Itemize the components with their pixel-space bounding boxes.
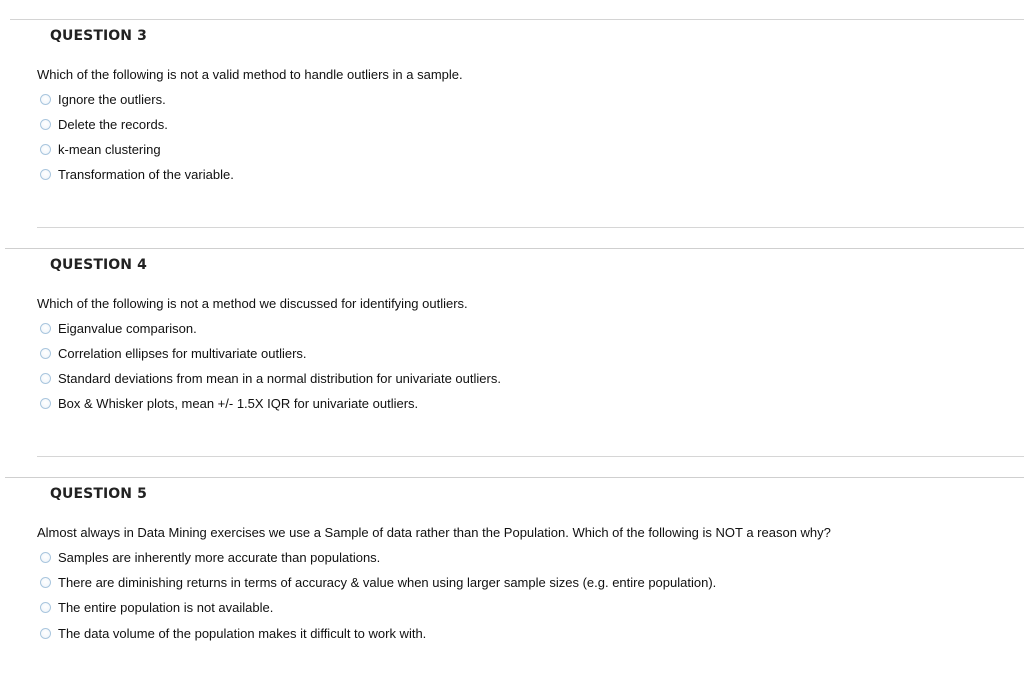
answer-option[interactable] [40,574,716,590]
option-label: Transformation of the variable. [58,166,234,182]
question-text: Which of the following is not a valid method to handle outliers in a sample. [37,67,463,82]
option-label: Delete the records. [58,116,168,132]
question-text: Almost always in Data Mining exercises we use a Sample of data rather than the Population. Which of the following is NOT a reason why? [37,525,831,540]
radio-button[interactable] [40,373,51,384]
option-label: Standard deviations from mean in a normal distribution for univariate outliers. [58,370,501,386]
question-title: QUESTION 4 [50,257,147,273]
answer-option[interactable] [40,549,380,565]
radio-button[interactable] [40,628,51,639]
option-label: The entire population is not available. [58,599,274,615]
option-label: Samples are inherently more accurate than populations. [58,549,381,565]
answer-option[interactable] [40,320,197,336]
radio-button[interactable] [40,323,51,334]
answer-option[interactable] [40,141,161,157]
radio-button[interactable] [40,119,51,130]
answer-option[interactable] [40,116,168,132]
section-divider [5,477,1024,478]
option-label: Ignore the outliers. [58,91,166,107]
section-divider [5,248,1024,249]
option-label: k-mean clustering [58,141,161,157]
question-title: QUESTION 5 [50,486,147,502]
option-label: Eiganvalue comparison. [58,320,197,336]
radio-button[interactable] [40,144,51,155]
radio-button[interactable] [40,552,51,563]
answer-option[interactable] [40,599,273,615]
question-divider [37,227,1024,228]
question-divider [37,456,1024,457]
radio-button[interactable] [40,577,51,588]
option-label: The data volume of the population makes it difficult to work with. [58,625,427,641]
question-text: Which of the following is not a method we discussed for identifying outliers. [37,296,468,311]
radio-button[interactable] [40,169,51,180]
radio-button[interactable] [40,602,51,613]
answer-option[interactable] [40,345,307,361]
radio-button[interactable] [40,94,51,105]
option-label: There are diminishing returns in terms of accuracy & value when using larger sample sizes (e.g. entire population). [58,574,717,590]
answer-option[interactable] [40,395,418,411]
top-divider [10,19,1024,20]
option-label: Correlation ellipses for multivariate outliers. [58,345,307,361]
answer-option[interactable] [40,166,234,182]
radio-button[interactable] [40,348,51,359]
question-title: QUESTION 3 [50,28,147,44]
radio-button[interactable] [40,398,51,409]
answer-option[interactable] [40,91,166,107]
answer-option[interactable] [40,370,501,386]
option-label: Box & Whisker plots, mean +/- 1.5X IQR for univariate outliers. [58,395,419,411]
answer-option[interactable] [40,625,426,641]
